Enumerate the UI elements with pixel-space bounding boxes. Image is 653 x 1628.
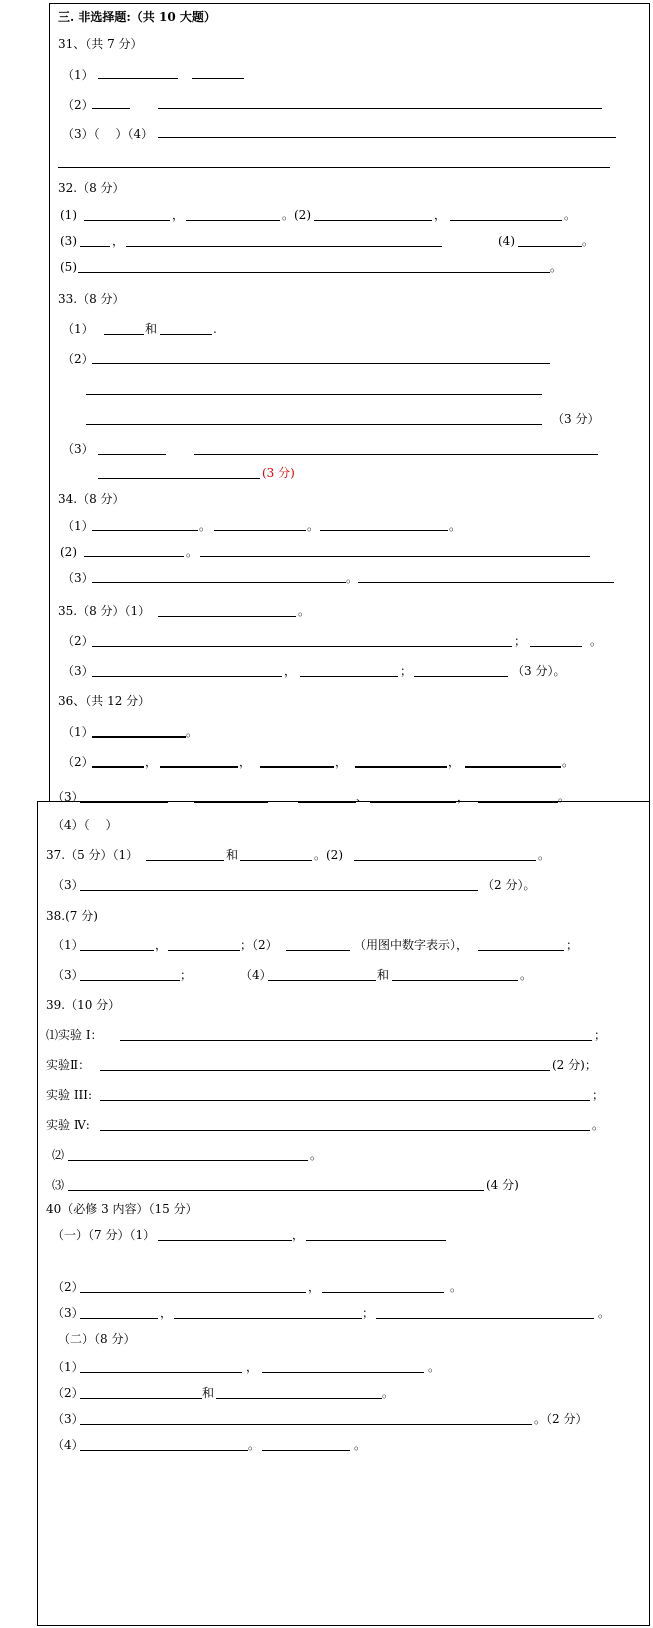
q40-part1-line3-label: （3） [52,1306,84,1320]
q33-line1-label: （1） [62,322,94,336]
punct: ， [335,755,348,769]
answer-blank[interactable] [160,766,238,768]
punct: ； [180,968,193,982]
q35-line3-label: （3） [62,664,94,678]
connector-word: 和 [226,848,239,862]
punct: . [213,322,217,336]
section-heading: 三. 非选择题:（共 10 大题） [58,10,216,24]
answer-blank[interactable] [92,736,186,738]
answer-blank[interactable] [80,1318,158,1319]
answer-blank[interactable] [478,801,558,803]
answer-blank[interactable] [192,78,244,79]
answer-blank[interactable] [126,246,442,247]
answer-blank[interactable] [80,1450,248,1451]
q36-title: 36、（共 12 分） [58,694,151,708]
answer-blank[interactable] [300,676,398,677]
punct: 。 [382,1386,395,1400]
punct: 。 [550,260,563,274]
q35-title: 35.（8 分）（1） [58,604,151,618]
q40-part1-line2-label: （2） [52,1280,84,1294]
q33-line2-label: （2） [62,352,94,366]
q39-exp4-label: 实验 Ⅳ: [46,1118,90,1132]
punct: ， [172,208,185,222]
answer-blank[interactable] [100,1070,550,1071]
punct: 。 [562,755,575,769]
answer-blank[interactable] [392,980,518,981]
punct: 、 [356,790,369,804]
answer-blank[interactable] [160,334,212,335]
answer-blank[interactable] [320,530,448,531]
q39-exp3-label: 实验 III: [46,1088,93,1102]
answer-blank[interactable] [100,1130,590,1131]
punct: ； [594,1028,607,1042]
q38-title: 38.(7 分) [46,909,98,923]
q31-line2-label: （2） [62,98,94,112]
punct: 。 [354,1438,367,1452]
q37-line1-part2-label: 。(2) [314,848,343,862]
q31-title: 31、（共 7 分） [58,37,143,51]
punct: 。 [310,1148,323,1162]
answer-blank[interactable] [168,950,240,951]
answer-blank[interactable] [262,1372,424,1373]
q40-part2-heading: （二）（8 分） [58,1332,136,1346]
answer-blank[interactable] [146,860,224,861]
q40-part2-line4-label: （4） [52,1438,84,1452]
answer-blank[interactable] [84,556,184,557]
punct: 。 [558,790,571,804]
answer-blank[interactable] [286,950,350,951]
answer-blank[interactable] [376,1318,594,1319]
punct: ， [145,755,158,769]
q39-exp2-label: 实验Ⅱ： [46,1058,91,1072]
q36-line2-label: （2） [62,755,94,769]
q40-part1-label: （一）（7 分）（1） [52,1228,156,1242]
q39-part2-label: ⑵ [52,1148,65,1162]
answer-blank[interactable] [158,1240,292,1241]
connector-word: 和 [202,1386,215,1400]
punct: 。 [520,968,533,982]
answer-box-upper [49,3,650,802]
answer-blank[interactable] [214,530,306,531]
answer-blank[interactable] [298,801,356,803]
answer-blank[interactable] [260,766,334,768]
answer-blank[interactable] [355,766,447,768]
q40-part2-line3-label: （3） [52,1412,84,1426]
q37-title: 37.（5 分）（1） [46,848,139,862]
punct: 。 [592,1118,605,1132]
answer-blank[interactable] [80,980,180,981]
answer-blank[interactable] [194,454,598,455]
answer-blank[interactable] [200,556,590,557]
punct: ， [246,1360,259,1374]
q38-line2-label: （3） [52,968,84,982]
punct: 。 [186,725,199,739]
q32-line1-part2-label: 。(2) [282,208,311,222]
answer-blank[interactable] [530,646,582,647]
answer-blank[interactable] [465,766,561,768]
q37-line2-label: （3） [52,878,84,892]
answer-blank[interactable] [80,1292,306,1293]
score-note: （2 分）。 [482,878,536,892]
score-note: （3 分） [552,412,600,426]
q36-line4-label: （4）（ ） [52,818,118,832]
punct: ， [457,790,470,804]
answer-blank[interactable] [80,801,168,803]
q32-line2-label: (3) [60,234,77,248]
q36-line3-label: （3） [52,790,84,804]
answer-blank[interactable] [68,1190,484,1191]
punct: ； [514,634,527,648]
answer-blank[interactable] [80,246,110,247]
punct: ， [155,938,168,952]
answer-blank[interactable] [262,1450,350,1451]
punct: 。 [450,1280,463,1294]
answer-blank[interactable] [414,676,508,677]
answer-blank[interactable] [98,454,166,455]
answer-blank[interactable] [92,530,198,531]
answer-blank[interactable] [174,1318,362,1319]
answer-blank[interactable] [92,363,550,364]
q32-line3-label: (5) [60,260,77,274]
punct: ， [308,1280,321,1294]
answer-blank[interactable] [98,478,260,479]
punct: ； [592,1088,605,1102]
answer-blank[interactable] [92,646,512,647]
answer-blank[interactable] [86,394,542,395]
q38-line1-part2-label: ；（2） [240,938,278,952]
score-note: 。（2 分） [534,1412,588,1426]
answer-blank[interactable] [268,980,376,981]
q32-line2-part2-label: (4) [498,234,515,248]
punct: ， [434,208,447,222]
punct: 。 [346,571,359,585]
answer-blank[interactable] [450,220,562,221]
punct: 。 [582,234,595,248]
q34-title: 34.（8 分） [58,492,125,506]
q34-line2-label: (2) [60,545,77,559]
q33-line3-label: （3） [62,442,94,456]
punct: 。 [598,1306,611,1320]
score-note-red: (3 分) [262,466,295,480]
punct: ； [566,938,579,952]
answer-blank[interactable] [194,801,268,803]
punct: 。 [307,519,320,533]
answer-blank[interactable] [518,246,582,247]
punct: 。 [590,634,603,648]
punct: 。 [564,208,577,222]
answer-blank[interactable] [80,1372,242,1373]
answer-blank[interactable] [306,1240,446,1241]
answer-blank[interactable] [100,1100,590,1101]
answer-blank[interactable] [314,220,432,221]
q32-title: 32.（8 分） [58,181,125,195]
connector-word: 和 [377,968,390,982]
punct: ， [284,664,297,678]
q36-line1-label: （1） [62,725,94,739]
answer-blank[interactable] [158,616,296,617]
punct: ； [400,664,413,678]
answer-blank[interactable] [86,424,542,425]
q40-title: 40（必修 3 内容）（15 分） [46,1202,198,1216]
answer-blank[interactable] [98,78,178,79]
answer-blank[interactable] [120,1040,592,1041]
answer-blank[interactable] [358,582,614,583]
answer-blank[interactable] [322,1292,444,1293]
punct: ， [112,234,125,248]
q38-line2-part2-label: （4） [240,968,272,982]
answer-blank[interactable] [92,676,282,677]
answer-blank[interactable] [186,220,280,221]
answer-blank[interactable] [68,1160,308,1161]
connector-word: 和 [145,322,158,336]
score-note: (4 分) [486,1178,519,1192]
q31-line3-label: （3）（ ）（4） [62,127,154,141]
q35-line2-label: （2） [62,634,94,648]
punct: ； [362,1306,375,1320]
answer-blank[interactable] [92,108,130,109]
punct: ， [160,1306,173,1320]
score-note: （3 分）。 [512,664,566,678]
answer-blank[interactable] [80,1424,532,1425]
q40-part2-line1-label: （1） [52,1360,84,1374]
q38-line1-label: （1） [52,938,84,952]
answer-blank[interactable] [158,108,602,109]
answer-blank[interactable] [92,766,144,768]
answer-blank[interactable] [84,220,170,221]
q33-title: 33.（8 分） [58,292,125,306]
q38-hint: （用图中数字表示）， [354,938,469,952]
punct: 。 [538,848,551,862]
answer-blank[interactable] [478,950,564,951]
q39-part3-label: ⑶ [52,1178,65,1192]
q34-line1-label: （1） [62,519,94,533]
punct: ， [448,755,461,769]
punct: 。 [428,1360,441,1374]
q39-exp1-label: ⑴实验 Ⅰ： [46,1028,103,1042]
q31-line1-label: （1） [62,68,94,82]
answer-blank[interactable] [216,1398,382,1399]
answer-blank[interactable] [80,950,154,951]
punct: 。 [199,519,212,533]
punct: ， [292,1228,305,1242]
answer-blank[interactable] [104,334,144,335]
q32-line1-label: (1) [60,208,77,222]
answer-blank[interactable] [92,582,346,583]
q40-part2-line2-label: （2） [52,1386,84,1400]
punct: 。 [449,519,462,533]
q39-title: 39.（10 分） [46,998,121,1012]
answer-blank[interactable] [80,890,478,891]
q34-line3-label: （3） [62,571,94,585]
punct: 。 [186,545,199,559]
punct: 。 [248,1438,261,1452]
score-note: (2 分)； [552,1058,597,1072]
answer-blank[interactable] [58,167,610,168]
punct: ， [239,755,252,769]
punct: 。 [298,604,311,618]
answer-blank[interactable] [158,137,616,138]
answer-blank[interactable] [78,272,550,273]
answer-blank[interactable] [370,801,456,803]
answer-blank[interactable] [80,1398,202,1399]
answer-blank[interactable] [240,860,312,861]
answer-blank[interactable] [354,860,536,861]
